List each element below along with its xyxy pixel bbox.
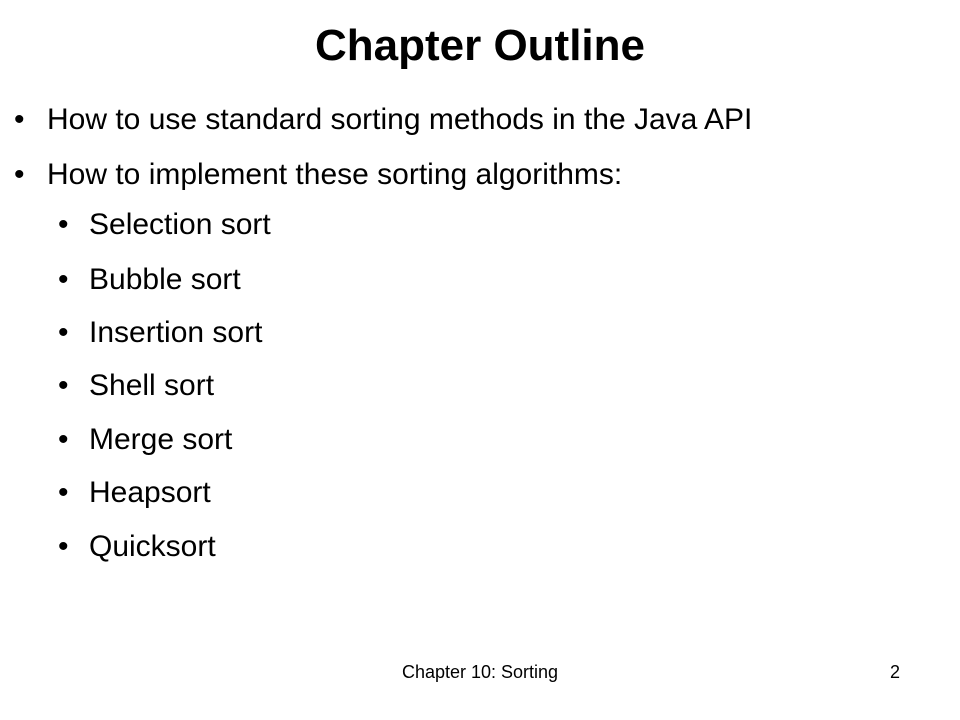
sub-bullet-text: Quicksort [89, 530, 216, 563]
slide-title: Chapter Outline [314, 21, 646, 70]
bullet-marker: • [58, 263, 69, 296]
bullet-marker: • [58, 316, 69, 349]
bullet-text: How to implement these sorting algorithms: [47, 158, 623, 191]
bullet-marker: • [14, 103, 25, 136]
bullet-marker: • [14, 158, 25, 191]
sub-bullet-text: Insertion sort [89, 316, 263, 349]
footer-chapter-title: Chapter 10: Sorting [401, 662, 559, 682]
sub-bullet-text: Bubble sort [89, 263, 241, 296]
sub-bullet-text: Shell sort [89, 369, 215, 402]
bullet-marker: • [58, 530, 69, 563]
bullet-marker: • [58, 369, 69, 402]
sub-bullet-text: Heapsort [89, 476, 211, 509]
bullet-marker: • [58, 208, 69, 241]
bullet-marker: • [58, 476, 69, 509]
bullet-text: How to use standard sorting methods in the Java API [47, 103, 753, 136]
sub-bullet-text: Merge sort [89, 423, 233, 456]
sub-bullet-text: Selection sort [89, 208, 271, 241]
bullet-marker: • [58, 423, 69, 456]
slide-number: 2 [889, 662, 900, 682]
